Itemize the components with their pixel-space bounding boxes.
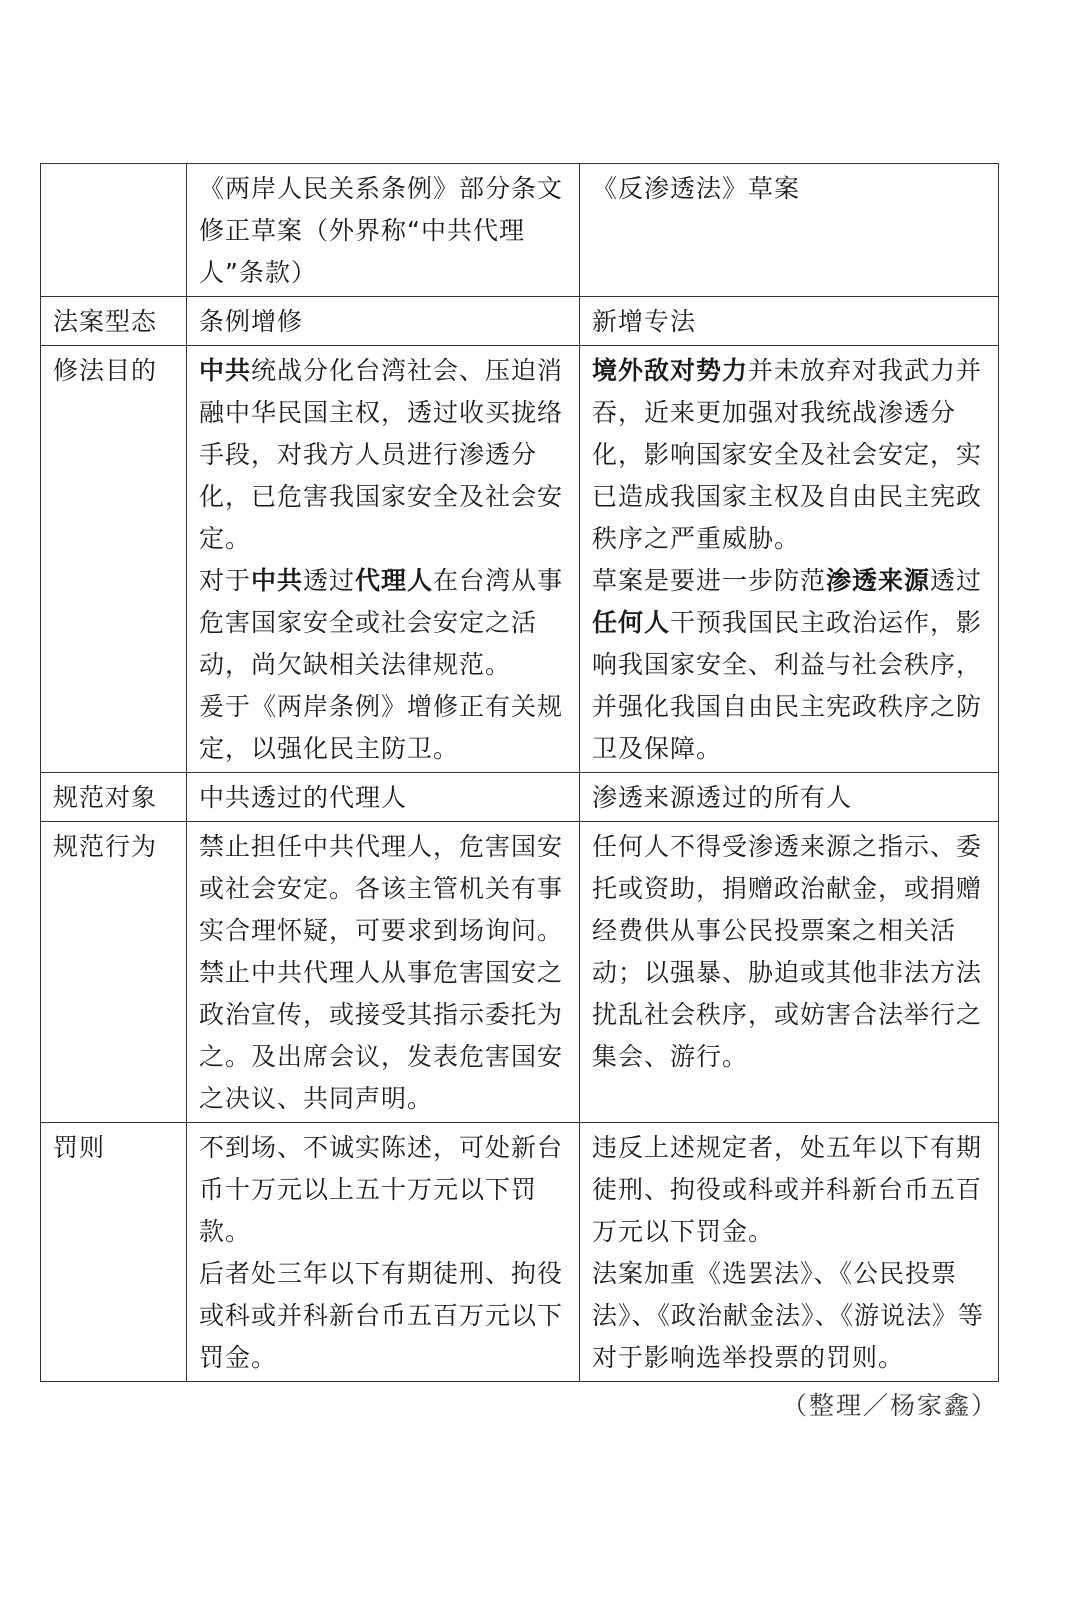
conduct-anti-infiltration — [580, 822, 999, 1123]
conduct-cross-strait — [187, 822, 580, 1123]
purpose-cross-strait-para-2: 对于中共透过代理人在台湾从事危害国家安全或社会安定之活动，尚欠缺相关法律规范。 — [199, 566, 564, 679]
table-row-type — [41, 297, 999, 346]
purpose-anti-infiltration-para-1: 境外敌对势力并未放弃对我武力并吞，近来更加强对我统战渗透分化，影响国家安全及社会安定，实已造成我国家主权及自由民主宪政秩序之严重威胁。 — [592, 356, 983, 553]
conduct-cross-strait-para-2: 禁止中共代理人从事危害国安之政治宣传，或接受其指示委托为之。及出席会议，发表危害国安之决议、共同声明。 — [199, 958, 564, 1113]
editor-credit: （整理／杨家鑫） — [781, 1391, 998, 1420]
row-label-conduct: 规范行为 — [41, 822, 187, 1123]
comparison-document — [40, 163, 998, 1382]
target-cross-strait: 中共透过的代理人 — [187, 773, 580, 822]
row-label-type: 法案型态 — [41, 297, 187, 346]
conduct-cross-strait-para-1: 禁止担任中共代理人，危害国安或社会安定。各该主管机关有事实合理怀疑，可要求到场询问。 — [199, 832, 564, 945]
target-anti-infiltration: 渗透来源透过的所有人 — [580, 773, 999, 822]
table-row-penalty — [41, 1123, 999, 1382]
type-anti-infiltration: 新增专法 — [580, 297, 999, 346]
table-row-conduct — [41, 822, 999, 1123]
penalty-anti-infiltration-para-2: 法案加重《选罢法》、《公民投票法》、《政治献金法》、《游说法》等对于影响选举投票的罚则。 — [592, 1259, 985, 1372]
table-header-row — [41, 164, 999, 297]
penalty-cross-strait-para-1: 不到场、不诚实陈述，可处新台币十万元以上五十万元以下罚款。 — [199, 1133, 564, 1246]
purpose-anti-infiltration — [580, 346, 999, 773]
purpose-anti-infiltration-para-2: 草案是要进一步防范渗透来源透过任何人干预我国民主政治运作，影响我国家安全、利益与社会秩序，并强化我国自由民主宪政秩序之防卫及保障。 — [592, 566, 983, 763]
penalty-anti-infiltration — [580, 1123, 999, 1382]
header-anti-infiltration-bill: 《反渗透法》草案 — [580, 164, 999, 297]
header-empty-cell — [41, 164, 187, 297]
header-cross-strait-bill: 《两岸人民关系条例》部分条文修正草案（外界称“中共代理人”条款） — [187, 164, 580, 297]
conduct-anti-infiltration-para-1: 任何人不得受渗透来源之指示、委托或资助，捐赠政治献金，或捐赠经费供从事公民投票案之相关活动；以强暴、胁迫或其他非法方法扰乱社会秩序，或妨害合法举行之集会、游行。 — [592, 832, 983, 1071]
purpose-cross-strait-para-1: 中共统战分化台湾社会、压迫消融中华民国主权，透过收买拢络手段，对我方人员进行渗透分化，已危害我国家安全及社会安定。 — [199, 356, 564, 553]
row-label-purpose: 修法目的 — [41, 346, 187, 773]
comparison-table — [40, 163, 999, 1382]
table-row-target — [41, 773, 999, 822]
purpose-cross-strait — [187, 346, 580, 773]
type-cross-strait: 条例增修 — [187, 297, 580, 346]
penalty-anti-infiltration-para-1: 违反上述规定者，处五年以下有期徒刑、拘役或科或并科新台币五百万元以下罚金。 — [592, 1133, 983, 1246]
row-label-target: 规范对象 — [41, 773, 187, 822]
penalty-cross-strait — [187, 1123, 580, 1382]
table-row-purpose — [41, 346, 999, 773]
purpose-cross-strait-para-3: 爰于《两岸条例》增修正有关规定，以强化民主防卫。 — [199, 692, 564, 763]
row-label-penalty: 罚则 — [41, 1123, 187, 1382]
penalty-cross-strait-para-2: 后者处三年以下有期徒刑、拘役或科或并科新台币五百万元以下罚金。 — [199, 1259, 564, 1372]
